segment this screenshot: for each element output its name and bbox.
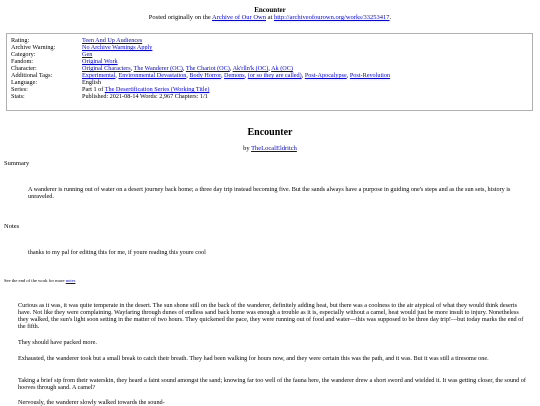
summary-heading: Summary [4,160,30,167]
summary-text: A wanderer is running out of water on a desert journey back home; a three day trip instead becoming five. But the sands always have a purpose in guiding one's steps and as the sun sets, history is unraveled. [28,186,511,200]
header-title: Encounter [254,6,286,14]
posted-line [0,14,540,22]
category-link[interactable]: Gen [82,51,93,58]
series-prefix: Part 1 of [82,86,104,93]
series-link[interactable]: The Desertification Series (Working Title) [104,86,210,93]
character-label: Character: [11,65,37,72]
body-paragraph: Curious as it was, it was quite temperate in the desert. The sun shone still on the back of the wanderer, definitely adding heat, but there was a coolness to the air atypical of what they would think deserts have. Not like they were complaining. Wayfaring through dunes of endless sand back home was enough a trouble as it is, especially without a camel, heat would just be more insult to injury. Nonetheless they walked, the sun's light soon setting in the matter of two hours. They quickened the pace, they were running out of food and water—this was supposed to be three day trip!—but today marks the end of the fifth. [18,302,524,330]
author-link[interactable]: TheLocalEldritch [251,145,297,152]
rating-link[interactable]: Teen And Up Audiences [82,37,143,44]
notes-heading: Notes [4,223,20,230]
tag-link[interactable]: Experimental [82,72,116,79]
tag-link[interactable]: Environmental Devastation [118,72,187,79]
language-value: English [82,79,101,86]
notes-text: thanks to my pal for editing this for me, if youre reading this youre cool [28,249,206,256]
posted-prefix: Posted originally on the [148,14,211,21]
body-paragraph: Exhausted, the wanderer took but a small break to catch their breath. They had been walking for hours now, and they were certain this was the path, and it was. But it was still a tiresome one. [18,355,489,362]
tag-link[interactable]: Post-Apocalypse [304,72,347,79]
tag-link[interactable]: Post-Revolution [349,72,391,79]
character-link[interactable]: Ak'rlln'k (OC) [232,65,269,72]
metadata-box [6,33,533,111]
character-link[interactable]: The Wanderer (OC) [133,65,183,72]
character-link[interactable]: The Chariot (OC) [185,65,230,72]
see-end-note [4,278,75,283]
tag-list: Experimental, Environmental Devastation, Body Horror, Demons, (or so they are called), Post-Apocalypse, Post-Revolution [82,72,391,79]
posted-at: at [267,14,273,21]
posted-period: . [389,14,392,21]
warning-label: Archive Warning: [11,44,56,51]
warning-link[interactable]: No Archive Warnings Apply [82,44,153,51]
character-link[interactable]: Ak (OC) [271,65,293,72]
stats-label: Stats: [11,93,25,100]
ao3-link[interactable]: Archive of Our Own [212,14,266,21]
tag-link[interactable]: Body Horror [189,72,221,79]
character-link[interactable]: Original Characters [82,65,131,72]
tag-link[interactable]: (or so they are called) [247,72,302,79]
notes-link[interactable]: notes [65,278,76,283]
tags-label: Additional Tags: [11,72,53,79]
work-title: Encounter [247,127,293,138]
byline-by: by [243,145,250,152]
body-paragraph: Nervously, the wanderer slowly walked towards the sound- [18,399,165,406]
work-url-link[interactable]: http://archiveofourown.org/works/33253417 [273,14,390,21]
rating-label: Rating: [11,37,30,44]
document-header [0,0,540,22]
stats-value: Published: 2021-08-14 Words: 2,967 Chapters: 1/1 [82,93,208,100]
body-paragraph: Taking a brief sip from their waterskin, they heard a faint sound amongst the sand; knowing far too well of the fauna here, the wanderer drew a short sword and wielded it. It was getting closer, the sound of hooves through sand. A camel? [18,377,526,391]
character-list: Original Characters, The Wanderer (OC), The Chariot (OC), Ak'rlln'k (OC), Ak (OC) [82,65,293,72]
language-label: Language: [11,79,38,86]
byline [0,145,540,152]
fandom-link[interactable]: Original Work [82,58,118,65]
body-paragraph: They should have packed more. [18,339,97,346]
see-end-text: See the end of the work for more [4,278,65,283]
fandom-label: Fandom: [11,58,34,65]
series-label: Series: [11,86,28,93]
category-label: Category: [11,51,36,58]
tag-link[interactable]: Demons [224,72,245,79]
